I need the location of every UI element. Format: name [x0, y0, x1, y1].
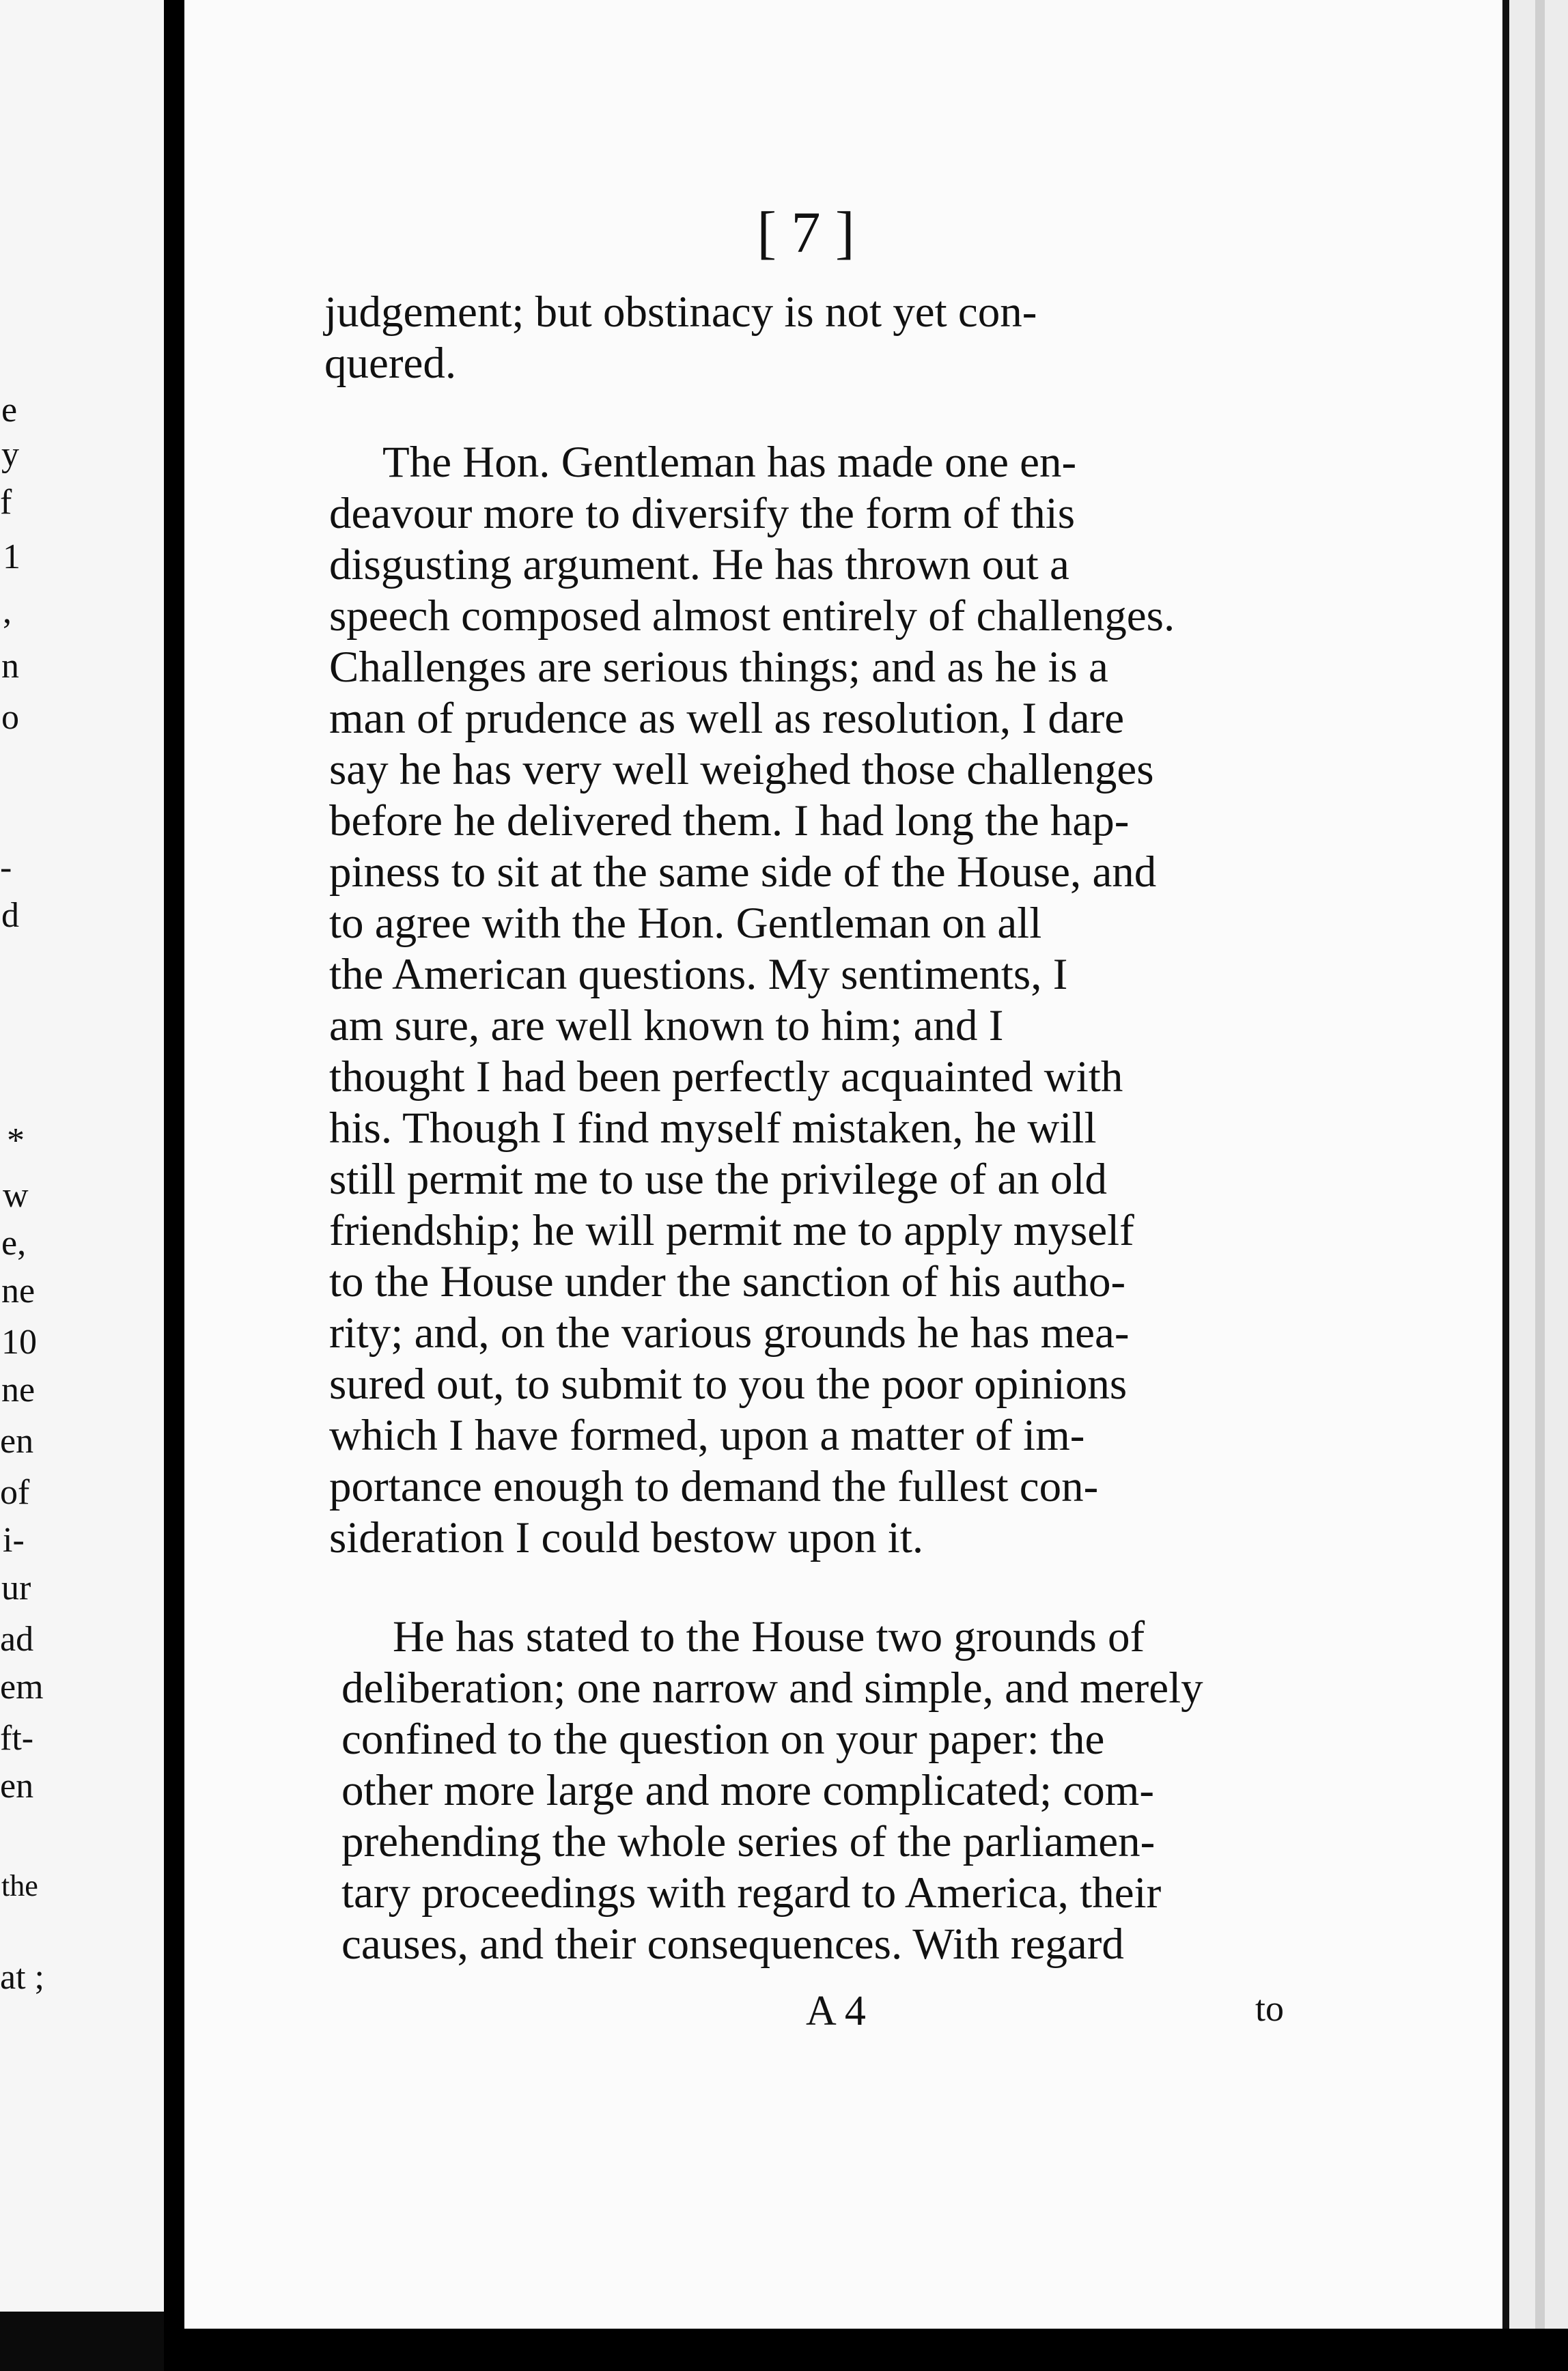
text-line: causes, and their consequences. With regard: [341, 1920, 1124, 1969]
margin-fragment: at ;: [0, 1958, 44, 1997]
margin-fragment: y: [1, 435, 19, 474]
text-line: The Hon. Gentleman has made one en-: [382, 438, 1077, 487]
margin-fragment: ne: [1, 1272, 36, 1310]
margin-fragment: em: [0, 1668, 44, 1707]
text-line: confined to the question on your paper: the: [341, 1715, 1105, 1764]
margin-fragment: e,: [1, 1224, 27, 1263]
text-line: speech composed almost entirely of challenges.: [329, 591, 1175, 641]
text-line: the American questions. My sentiments, I: [329, 950, 1068, 999]
margin-fragment: ad: [0, 1620, 34, 1659]
margin-fragment: ne: [1, 1371, 36, 1409]
text-line: prehending the whole series of the parliamen-: [341, 1817, 1156, 1866]
margin-fragment: i-: [3, 1521, 25, 1560]
text-line: quered.: [324, 339, 457, 388]
margin-fragment: ,: [3, 592, 12, 631]
margin-fragment: *: [7, 1121, 25, 1160]
margin-fragment: en: [0, 1767, 34, 1806]
margin-fragment: w: [3, 1176, 29, 1215]
margin-fragment: d: [1, 896, 19, 935]
margin-fragment: ft-: [0, 1719, 34, 1758]
text-line: disgusting argument. He has thrown out a: [329, 540, 1069, 589]
signature-mark: A 4: [806, 1988, 866, 2034]
text-line: sured out, to submit to you the poor opinions: [329, 1360, 1128, 1409]
text-line: He has stated to the House two grounds of: [393, 1612, 1145, 1661]
text-line: friendship; he will permit me to apply myself: [329, 1206, 1134, 1255]
margin-fragment: the: [1, 1869, 38, 1903]
text-line: to agree with the Hon. Gentleman on all: [329, 899, 1042, 948]
text-line: say he has very well weighed those challenges: [329, 745, 1154, 794]
margin-fragment: en: [0, 1422, 34, 1461]
text-line: portance enough to demand the fullest con-: [329, 1462, 1099, 1511]
text-line: deavour more to diversify the form of this: [329, 489, 1076, 538]
margin-fragment: f: [0, 483, 12, 522]
page-edge-shadow: [1535, 0, 1545, 2329]
text-line: before he delivered them. I had long the hap-: [329, 796, 1130, 845]
text-line: still permit me to use the privilege of an old: [329, 1155, 1108, 1204]
margin-fragment: -: [0, 848, 12, 887]
text-line: his. Though I find myself mistaken, he will: [329, 1104, 1097, 1153]
text-line: piness to sit at the same side of the House, and: [329, 847, 1157, 897]
text-line: which I have formed, upon a matter of im-: [329, 1411, 1085, 1460]
text-line: to the House under the sanction of his autho-: [329, 1257, 1126, 1306]
margin-fragment: ur: [1, 1569, 31, 1608]
margin-fragment: 1: [3, 537, 20, 576]
text-line: Challenges are serious things; and as he is a: [329, 643, 1108, 692]
text-line: tary proceedings with regard to America, their: [341, 1868, 1162, 1918]
text-line: man of prudence as well as resolution, I dare: [329, 694, 1125, 743]
facing-page-edge: [0, 0, 164, 2312]
margin-fragment: 10: [1, 1323, 37, 1362]
margin-fragment: o: [1, 698, 19, 737]
text-line: am sure, are well known to him; and I: [329, 1001, 1004, 1050]
text-line: judgement; but obstinacy is not yet con-: [324, 287, 1037, 337]
text-line: sideration I could bestow upon it.: [329, 1513, 924, 1562]
text-line: other more large and more complicated; com-: [341, 1766, 1154, 1815]
catchword: to: [1255, 1988, 1285, 2029]
scan-border: [184, 2329, 1568, 2371]
margin-fragment: of: [0, 1473, 30, 1512]
margin-fragment: e: [1, 391, 18, 430]
text-line: thought I had been perfectly acquainted with: [329, 1052, 1123, 1102]
margin-fragment: n: [1, 647, 19, 686]
page-gutter: [164, 0, 184, 2371]
text-line: deliberation; one narrow and simple, and merely: [341, 1664, 1203, 1713]
text-line: rity; and, on the various grounds he has mea-: [329, 1308, 1130, 1358]
page-number: [ 7 ]: [757, 199, 855, 265]
